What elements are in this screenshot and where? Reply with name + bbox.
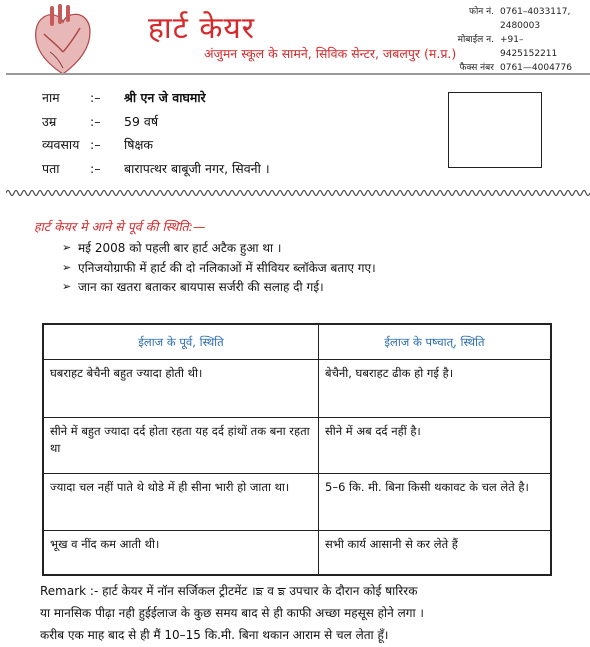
list-item xyxy=(62,238,376,258)
field-label: उम्र xyxy=(42,113,57,129)
cell-before: ज्यादा चल नहीं पाते थे थोडे में ही सीना भारी हो जाता था। xyxy=(43,474,319,531)
history-list xyxy=(62,238,376,297)
contact-value: 0761–4033117, 2480003 xyxy=(500,7,571,31)
contact-label: मोबाईल न. xyxy=(457,35,494,45)
contact-phone xyxy=(418,5,578,33)
field-label: व्यवसाय xyxy=(42,137,80,153)
remark-line: Remark :- हार्ट केयर में नॉन सर्जिकल ट्रीटमेंट ।ਙ व ਙ उपचार के दौरान कोई षारिरक xyxy=(40,584,418,598)
clinic-name: हार्ट केयर xyxy=(148,11,256,46)
list-item xyxy=(62,277,376,297)
contact-value: +91–9425152211 xyxy=(500,35,558,59)
comparison-table xyxy=(42,323,552,576)
field-separator: :– xyxy=(90,90,101,106)
remark-line: या मानसिक पीढ़ा नही हुईईलाज के कुछ समय बाद से ही काफी अच्छा महसूस होने लगा । xyxy=(40,606,424,620)
header-after: ईलाज के पष्चात्, स्थिति xyxy=(319,324,552,360)
arrow-bullet-icon: ➢ xyxy=(62,280,72,294)
table-row xyxy=(43,531,551,575)
patient-name-row xyxy=(42,86,270,110)
cell-before: घबराहट बेचैनी बहुत ज्यादा होती थी। xyxy=(43,360,319,418)
field-separator: :– xyxy=(90,113,101,129)
header-divider xyxy=(6,73,590,75)
contact-label: फैक्स नंबर xyxy=(459,63,494,73)
contact-label: फोन नं. xyxy=(469,7,494,17)
heart-logo xyxy=(30,4,96,78)
contact-value: 0761—4004776 xyxy=(500,63,572,73)
table-header-row xyxy=(43,324,551,360)
cell-after: सीने में अब दर्द नहीं है। xyxy=(319,418,552,474)
header-before: ईलाज के पूर्व, स्थिति xyxy=(43,324,319,360)
field-label: पता xyxy=(42,160,60,176)
remark-paragraph xyxy=(40,580,560,646)
photo-box xyxy=(448,92,542,168)
list-item-text: एनिजयोग्राफी में हार्ट की दो नलिकाओं में सीवियर ब्लॉकेज बताए गए। xyxy=(78,260,376,275)
remark-line: करीब एक माह बाद से ही मैं 10–15 कि.मी. बिना थकान आराम से चल लेता हूँ। xyxy=(40,628,389,642)
patient-address-row xyxy=(42,157,270,181)
clinic-address: अंजुमन स्कूल के सामने, सिविक सेन्टर, जबलपुर (म.प्र.) xyxy=(204,46,457,61)
patient-age-row xyxy=(42,110,270,134)
patient-name: श्री एन जे वाघमारे xyxy=(124,90,206,106)
patient-address: बारापत्थर बाबूजी नगर, सिवनी । xyxy=(124,160,270,176)
patient-info xyxy=(42,86,270,180)
list-item xyxy=(62,258,376,278)
cell-after: बेचैनी, घबराहट ढीक हो गई है। xyxy=(319,360,552,418)
table-row xyxy=(43,418,551,474)
cell-before: भूख व नींद कम आती थी। xyxy=(43,531,319,575)
field-label: नाम xyxy=(42,90,60,106)
patient-age: 59 वर्ष xyxy=(124,113,159,129)
list-item-text: जान का खतरा बताकर बायपास सर्जरी की सलाह दी गई। xyxy=(78,280,324,295)
table-row xyxy=(43,474,551,531)
field-separator: :– xyxy=(90,160,101,176)
patient-occupation: षिक्षक xyxy=(124,137,154,153)
cell-before: सीने में बहुत ज्यादा दर्द होता रहता यह दर्द हांथों तक बना रहता था xyxy=(43,418,319,474)
list-item-text: मई 2008 को पहली बार हार्ट अटैक हुआ था । xyxy=(78,241,282,256)
history-heading: हार्ट केयर मे आने से पूर्व की स्थिति:— xyxy=(34,219,206,234)
patient-occupation-row xyxy=(42,133,270,157)
table-row xyxy=(43,360,551,418)
cell-after: 5–6 कि. मी. बिना किसी थकावट के चल लेते है। xyxy=(319,474,552,531)
field-separator: :– xyxy=(90,137,101,153)
arrow-bullet-icon: ➢ xyxy=(62,260,72,274)
contact-mobile xyxy=(418,33,578,61)
contact-block xyxy=(418,5,578,75)
cell-after: सभी कार्य आसानी से कर लेते हैं xyxy=(319,531,552,575)
wavy-divider xyxy=(6,184,590,196)
arrow-bullet-icon: ➢ xyxy=(62,241,72,255)
